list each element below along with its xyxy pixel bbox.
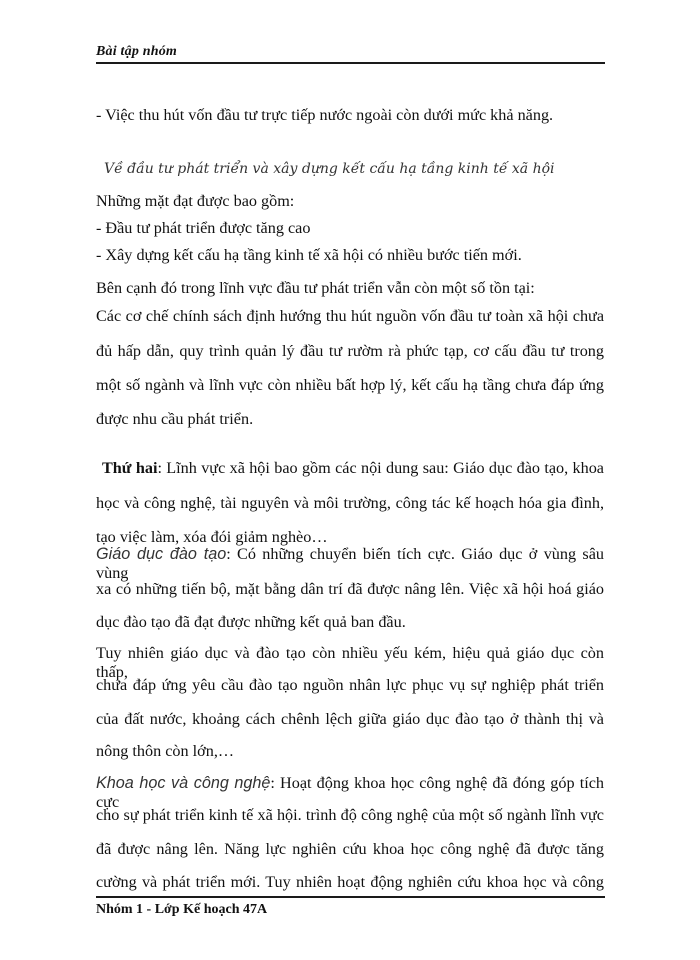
science-label: Khoa học và công nghệ (96, 774, 271, 792)
shortcomings-line: đủ hấp dẫn, quy trình quản lý đầu tư rườm rà phức tạp, cơ cấu đầu tư trong (96, 342, 604, 360)
page-header (96, 44, 605, 64)
header-title: Bài tập nhóm (96, 44, 177, 59)
science-line: đã được nâng lên. Năng lực nghiên cứu khoa học công nghệ đã được tăng (96, 840, 604, 858)
shortcomings-line: Các cơ chế chính sách định hướng thu hút nguồn vốn đầu tư toàn xã hội chưa (96, 307, 604, 325)
science-line: cho sự phát triển kinh tế xã hội. trình độ công nghệ của một số ngành lĩnh vực (96, 806, 604, 824)
second-line: tạo việc làm, xóa đói giảm nghèo… (96, 528, 328, 546)
education-line: Giáo dục đào tạo: Có những chuyển biến tích cực. Giáo dục ở vùng sâu vùng (96, 545, 604, 582)
shortcomings-line: một số ngành và lĩnh vực còn nhiều bất hợp lý, kết cấu hạ tầng chưa đáp ứng (96, 376, 604, 394)
education-weakness-line: Tuy nhiên giáo dục và đào tạo còn nhiều yếu kém, hiệu quả giáo dục còn thấp, (96, 644, 604, 681)
achievement-item: - Đầu tư phát triển được tăng cao (96, 219, 311, 237)
second-label: Thứ hai (102, 459, 158, 477)
education-weakness-line: chưa đáp ứng yêu cầu đào tạo nguồn nhân lực phục vụ sự nghiệp phát triển (96, 676, 604, 694)
achievement-item: - Xây dựng kết cấu hạ tầng kinh tế xã hội có nhiều bước tiến mới. (96, 246, 522, 264)
intro-bullet: - Việc thu hút vốn đầu tư trực tiếp nước ngoài còn dưới mức khả năng. (96, 106, 554, 124)
education-weakness-line: của đất nước, khoảng cách chênh lệch giữa giáo dục đào tạo ở thành thị và (96, 710, 604, 728)
science-line: Khoa học và công nghệ: Hoạt động khoa học công nghệ đã đóng góp tích cực (96, 774, 604, 811)
education-line: dục đào tạo đã đạt được những kết quả ban đầu. (96, 613, 406, 631)
education-weakness-line: nông thôn còn lớn,… (96, 742, 235, 760)
education-line: xa có những tiến bộ, mặt bằng dân trí đã được nâng lên. Việc xã hội hoá giáo (96, 580, 604, 598)
section-heading: Về đầu tư phát triển và xây dựng kết cấu hạ tầng kinh tế xã hội (104, 161, 555, 177)
science-line: cường và phát triển mới. Tuy nhiên hoạt động nghiên cứu khoa học và công (96, 873, 604, 891)
footer-text: Nhóm 1 - Lớp Kế hoạch 47A (96, 902, 268, 917)
page-footer (96, 896, 605, 918)
second-line: Thứ hai: Lĩnh vực xã hội bao gồm các nội dung sau: Giáo dục đào tạo, khoa (102, 459, 604, 477)
shortcomings-line: được nhu cầu phát triển. (96, 410, 254, 428)
education-label: Giáo dục đào tạo (96, 545, 227, 563)
second-line: học và công nghệ, tài nguyên và môi trường, công tác kế hoạch hóa gia đình, (96, 494, 604, 512)
achievements-intro: Những mặt đạt được bao gồm: (96, 192, 295, 210)
shortcomings-intro: Bên cạnh đó trong lĩnh vực đầu tư phát triển vẫn còn một số tồn tại: (96, 279, 535, 297)
